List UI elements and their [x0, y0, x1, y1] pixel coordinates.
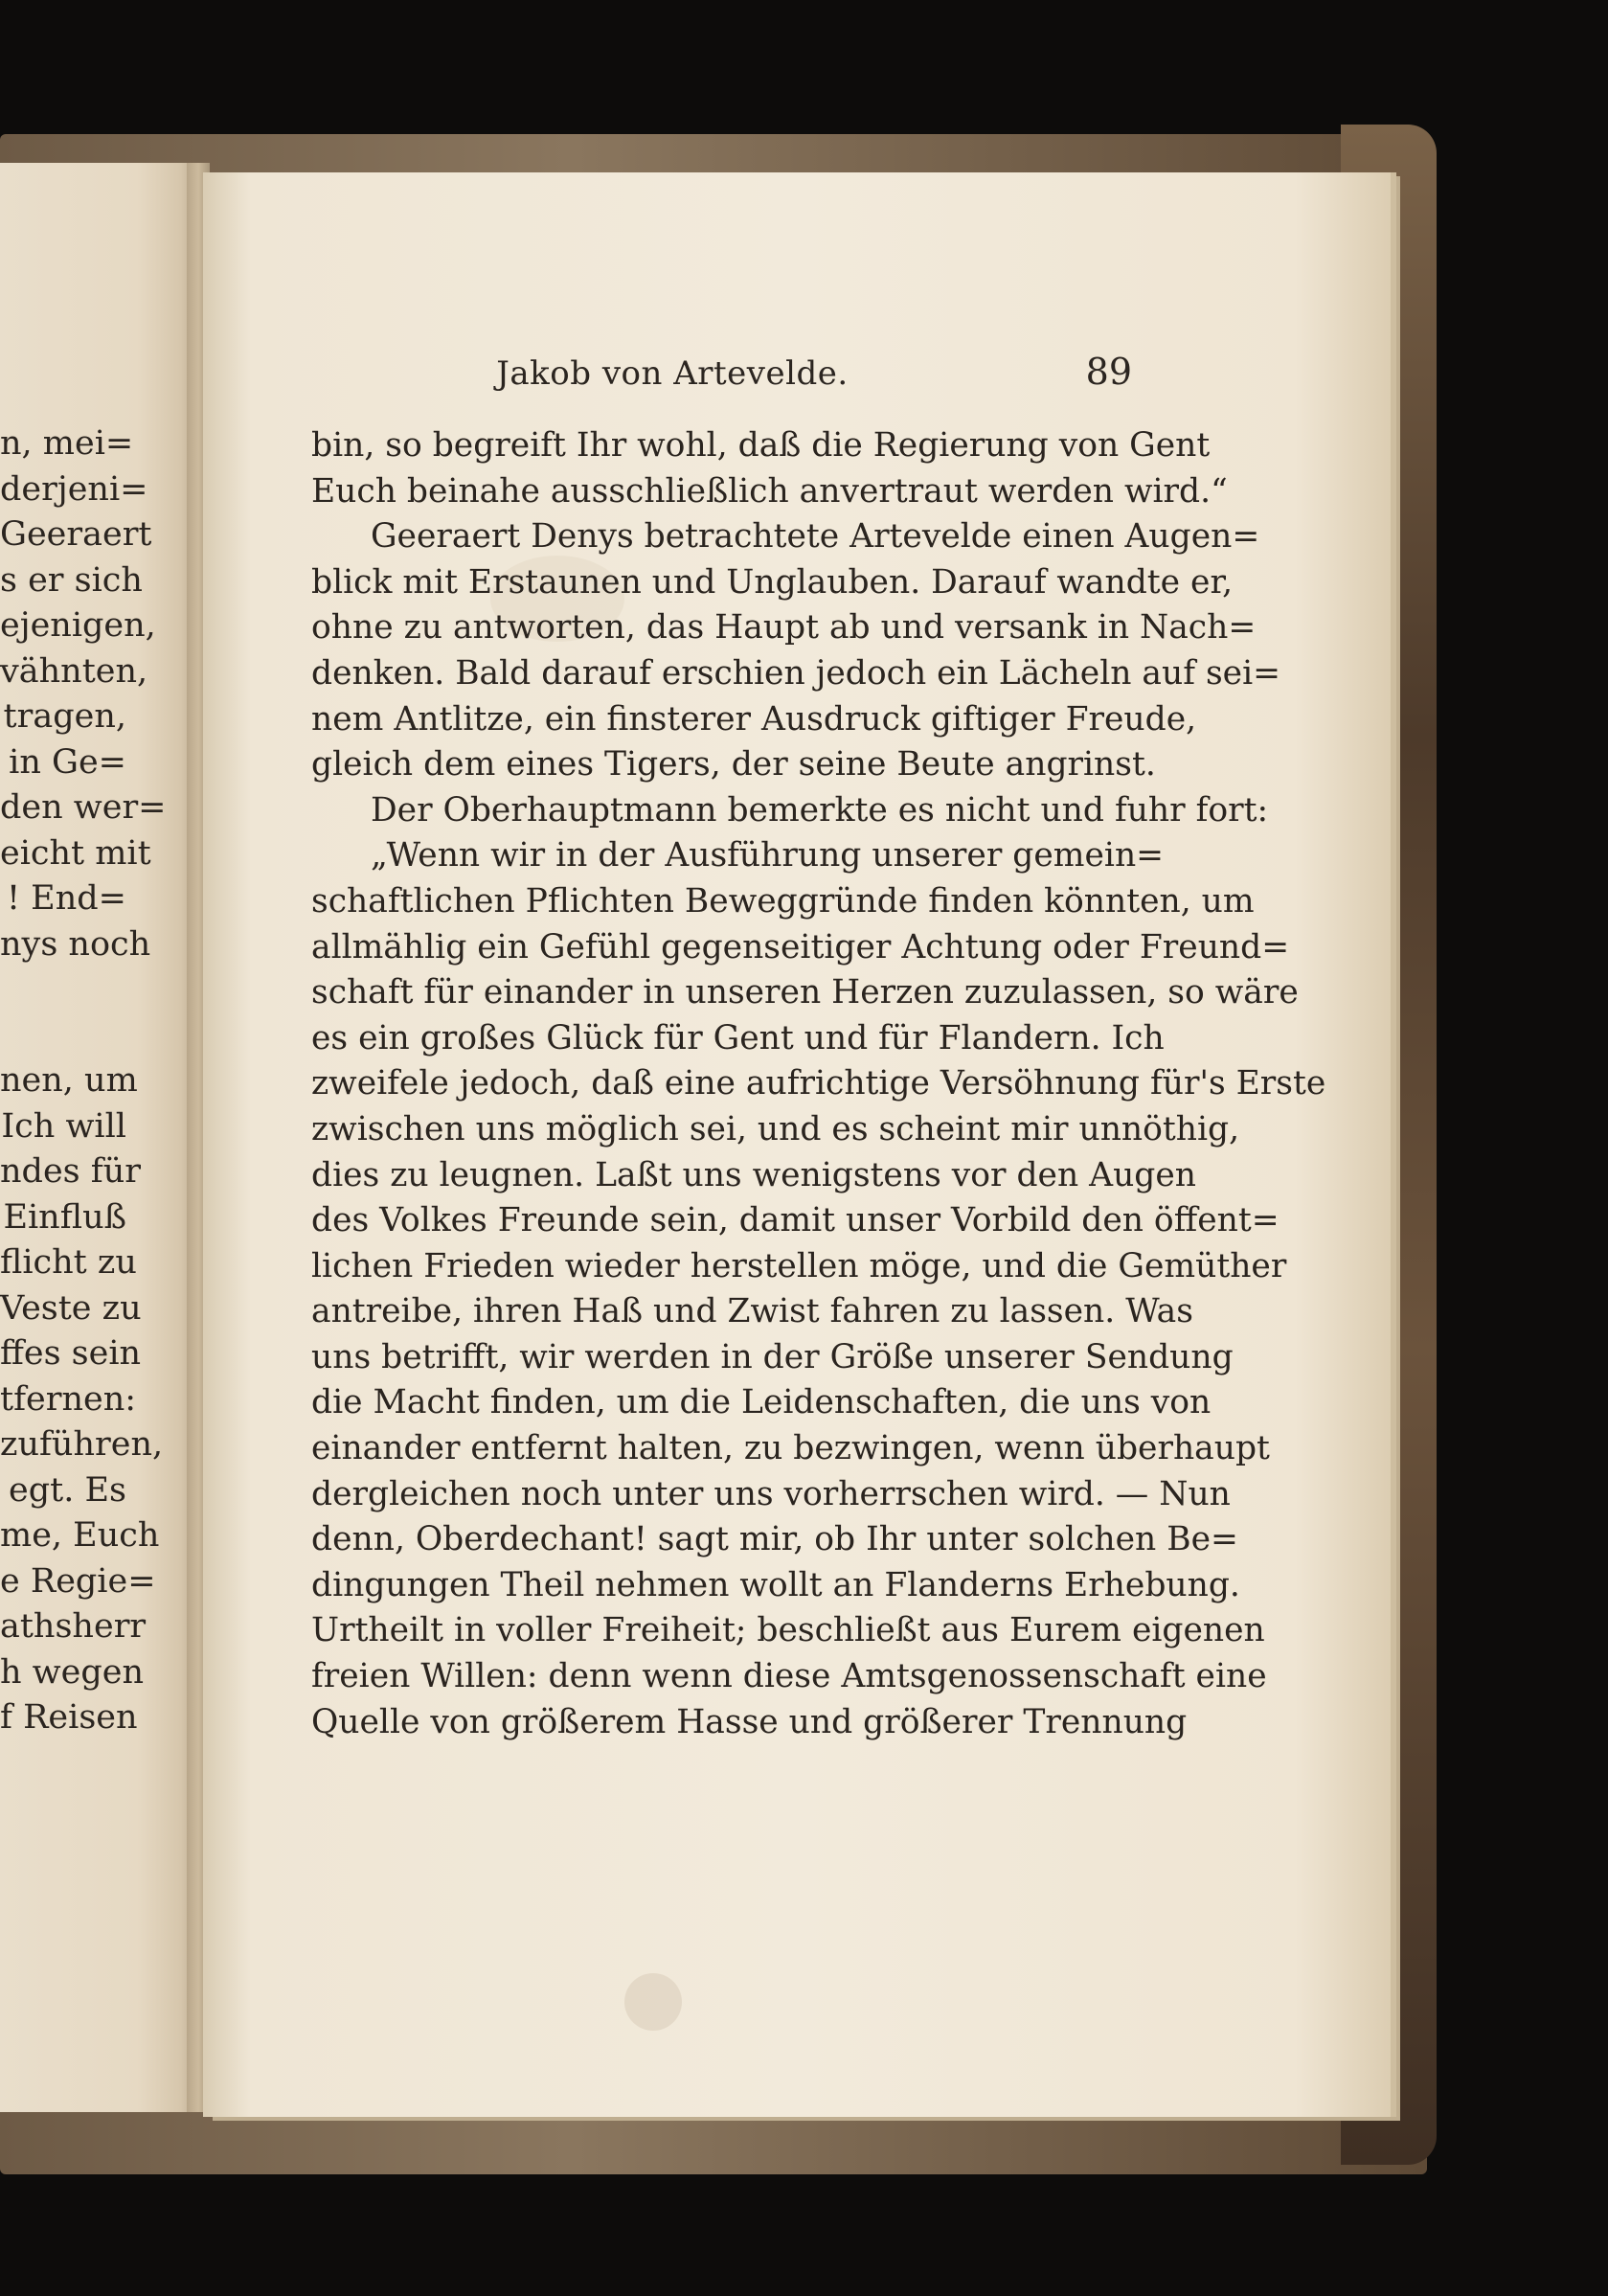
page-number: 89 — [1085, 351, 1132, 393]
left-page-line: egt. Es — [9, 1470, 126, 1510]
left-page-line: zuführen, — [0, 1425, 164, 1464]
left-page-line: athsherr — [0, 1607, 147, 1646]
left-page-line: ejenigen, — [0, 606, 156, 645]
left-page-line: s er sich — [0, 560, 143, 600]
left-page-line: ndes für — [0, 1152, 141, 1191]
text-line: es ein großes Glück für Gent und für Flandern. Ich — [311, 1018, 1165, 1057]
text-line: schaftlichen Pflichten Beweggründe finden könnten, um — [311, 881, 1255, 921]
text-line: Quelle von größerem Hasse und größerer Trennung — [311, 1702, 1188, 1741]
left-page-line: Veste zu — [0, 1288, 142, 1328]
left-page — [0, 163, 196, 2112]
left-page-line: Einfluß — [3, 1197, 126, 1237]
text-line: Geeraert Denys betrachtete Artevelde einen Augen= — [371, 517, 1260, 557]
left-page-line: tfernen: — [0, 1379, 137, 1419]
text-line: zweifele jedoch, daß eine aufrichtige Versöhnung für's Erste — [311, 1064, 1326, 1103]
text-line: des Volkes Freunde sein, damit unser Vorbild den öffent= — [311, 1201, 1280, 1240]
text-line: ohne zu antworten, das Haupt ab und versank in Nach= — [311, 608, 1257, 648]
text-line: nem Antlitze, ein finsterer Ausdruck giftiger Freude, — [311, 699, 1197, 739]
left-page-line: tragen, — [3, 697, 126, 736]
page-header — [385, 351, 1132, 402]
text-line: zwischen uns möglich sei, und es scheint mir unnöthig, — [311, 1109, 1240, 1148]
text-line: Der Oberhauptmann bemerkte es nicht und fuhr fort: — [371, 790, 1269, 830]
text-line: blick mit Erstaunen und Unglauben. Darauf wandte er, — [311, 562, 1234, 602]
text-line: uns betrifft, wir werden in der Größe unserer Sendung — [311, 1337, 1234, 1376]
left-page-text — [0, 421, 167, 1741]
text-line: Urtheilt in voller Freiheit; beschließt aus Eurem eigenen — [311, 1611, 1265, 1650]
left-page-line: in Ge= — [9, 742, 126, 782]
left-page-line: derjeni= — [0, 469, 148, 509]
left-page-line: n, mei= — [0, 424, 134, 463]
left-page-line: h wegen — [0, 1652, 144, 1692]
body-text — [311, 423, 1326, 1745]
text-line: „Wenn wir in der Ausführung unserer gemein= — [371, 836, 1165, 875]
left-page-line: nys noch — [0, 924, 151, 964]
text-line: lichen Frieden wieder herstellen möge, und die Gemüther — [311, 1246, 1287, 1285]
text-line: denn, Oberdechant! sagt mir, ob Ihr unter solchen Be= — [311, 1520, 1238, 1559]
left-page-line — [0, 967, 126, 1058]
text-line: denken. Bald darauf erschien jedoch ein Lächeln auf sei= — [311, 653, 1281, 693]
left-page-line: me, Euch — [0, 1516, 160, 1555]
left-page-line: vähnten, — [0, 651, 148, 691]
text-line: gleich dem eines Tigers, der seine Beute angrinst. — [311, 745, 1156, 784]
text-line: freien Willen: denn wenn diese Amtsgenossenschaft eine — [311, 1657, 1267, 1696]
left-page-line: f Reisen — [0, 1698, 138, 1737]
text-line: dingungen Theil nehmen wollt an Flanderns Erhebung. — [311, 1565, 1240, 1604]
text-line: die Macht finden, um die Leidenschaften, die uns von — [311, 1383, 1212, 1422]
text-line: dergleichen noch unter uns vorherrschen wird. — Nun — [311, 1474, 1231, 1513]
left-page-line: Ich will — [1, 1106, 126, 1146]
left-page-line: nen, um — [0, 1061, 138, 1100]
text-line: Euch beinahe ausschließlich anvertraut werden wird.“ — [311, 471, 1228, 511]
left-page-line: ! End= — [6, 879, 126, 918]
left-page-line: eicht mit — [0, 833, 151, 873]
left-page-line: den wer= — [0, 788, 167, 827]
text-line: schaft für einander in unseren Herzen zuzulassen, so wäre — [311, 973, 1299, 1012]
left-page-line: Geeraert — [0, 515, 152, 554]
left-page-line: flicht zu — [0, 1243, 137, 1282]
running-title: Jakob von Artevelde. — [496, 354, 849, 393]
page-stain — [624, 1973, 682, 2031]
text-line: bin, so begreift Ihr wohl, daß die Regierung von Gent — [311, 426, 1211, 465]
text-line: einander entfernt halten, zu bezwingen, wenn überhaupt — [311, 1429, 1270, 1468]
right-page — [203, 172, 1391, 2117]
left-page-line: e Regie= — [0, 1561, 156, 1601]
text-line: dies zu leugnen. Laßt uns wenigstens vor den Augen — [311, 1155, 1197, 1194]
text-line: antreibe, ihren Haß und Zwist fahren zu lassen. Was — [311, 1292, 1193, 1331]
left-page-line: ffes sein — [0, 1334, 142, 1373]
text-line: allmählig ein Gefühl gegenseitiger Achtung oder Freund= — [311, 927, 1290, 966]
